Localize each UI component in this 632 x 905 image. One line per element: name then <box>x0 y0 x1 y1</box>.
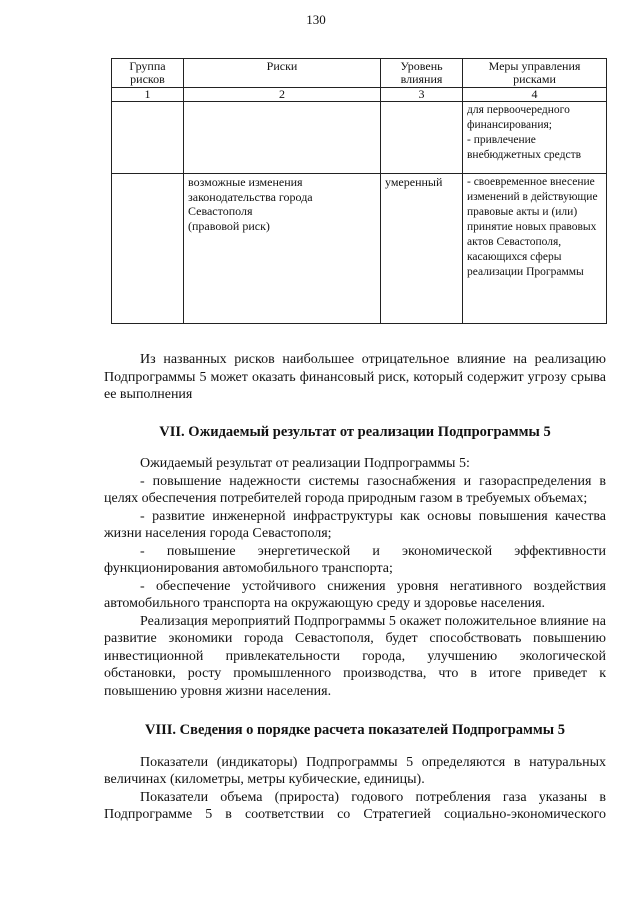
impact-level-cell <box>381 102 463 174</box>
measures-text: - своевременное внесение изменений в действующие правовые акты и (или) принятие новых правовых актов Севастополя, касающихся сферы реализации Программы <box>467 176 598 278</box>
list-item: - повышение энергетической и экономической эффективности функционирования автомобильного транспорта; <box>104 543 606 576</box>
measures-cell <box>463 102 607 174</box>
indicators-paragraph: Показатели (индикаторы) Подпрограммы 5 определяются в натуральных величинах (километры, метры кубические, единицы). <box>104 754 606 787</box>
body-text <box>104 351 606 824</box>
paragraph-risk: Из названных рисков наибольшее отрицательное влияние на реализацию Подпрограммы 5 может оказать финансовый риск, который содержит угрозу срыва ее выполнения <box>104 352 606 402</box>
impact-level-cell: умеренный <box>381 174 463 324</box>
risk-cell <box>184 174 381 324</box>
risk-type: (правовой риск) <box>188 218 270 233</box>
header-risk-group: Группа рисков <box>112 59 184 88</box>
table-header-row <box>112 59 607 88</box>
risk-cell <box>184 102 381 174</box>
section-heading-8: VIII. Сведения о порядке расчета показателей Подпрограммы 5 <box>145 722 565 738</box>
column-number-row <box>112 88 607 102</box>
risk-group-cell <box>112 102 184 174</box>
paragraph-conclusion: Реализация мероприятий Подпрограммы 5 окажет положительное влияние на развитие экономики города Севастополя, будет способствовать повышению инвестиционной привлекательности города, улучшению экологической обстановки, росту промышленного производства, что в итоге приведет к повышению уровня жизни населения. <box>104 613 606 699</box>
list-item: - обеспечение устойчивого снижения уровня негативного воздействия автомобильного транспорта на окружающую среду и здоровье населения. <box>104 578 606 611</box>
table-row <box>112 102 607 174</box>
section-heading-7: VII. Ожидаемый результат от реализации Подпрограммы 5 <box>159 423 551 440</box>
table-row <box>112 174 607 324</box>
list-item: - развитие инженерной инфраструктуры как основы повышения качества жизни населения города Севастополя; <box>104 508 606 541</box>
header-risk-measures: Меры управления рисками <box>463 59 607 88</box>
column-number: 1 <box>112 88 184 102</box>
column-number: 2 <box>184 88 381 102</box>
risk-text: возможные изменения законодательства города Севастополя <box>188 175 313 218</box>
measures-text: - привлечение внебюджетных средств <box>467 134 582 161</box>
column-number: 3 <box>381 88 463 102</box>
expected-result-intro: Ожидаемый результат от реализации Подпрограммы 5: <box>140 456 470 471</box>
header-risks: Риски <box>184 59 381 88</box>
column-number: 4 <box>463 88 607 102</box>
measures-cell <box>463 174 607 324</box>
risk-group-cell <box>112 174 184 324</box>
header-impact-level: Уровень влияния <box>381 59 463 88</box>
page-number: 130 <box>306 12 326 27</box>
consumption-paragraph: Показатели объема (прироста) годового потребления газа указаны в Подпрограмме 5 в соответствии со Стратегией социально-экономического <box>104 789 606 822</box>
measures-text: для первоочередного финансирования; <box>467 104 570 131</box>
risk-table <box>111 58 607 324</box>
list-item: - повышение надежности системы газоснабжения и газораспределения в целях обеспечения потребителей города природным газом в требуемых объемах; <box>104 473 606 506</box>
